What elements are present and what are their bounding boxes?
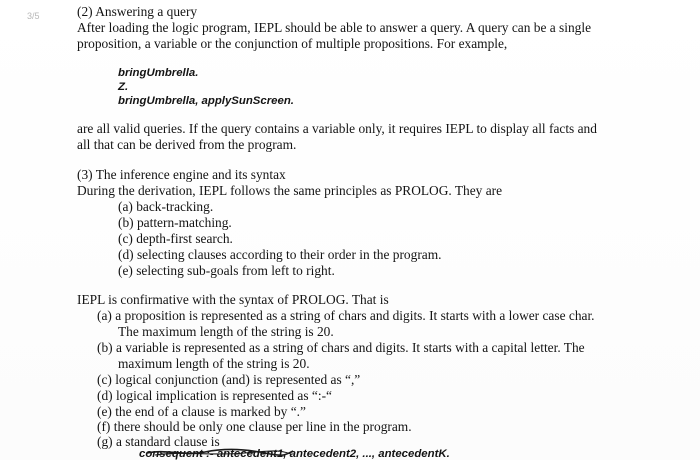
query-example-2: Z. [118,81,129,93]
syntax-item-g: (g) a standard clause is [97,434,220,449]
principle-item-a: (a) back-tracking. [118,199,214,214]
section-3-intro: During the derivation, IEPL follows the same principles as PROLOG. They are [77,183,503,198]
section-2-paragraph-2-line-1: are all valid queries. If the query contains a variable only, it requires IEPL to display all facts and [77,121,597,136]
syntax-item-a-line-2: The maximum length of the string is 20. [118,324,334,339]
syntax-item-b-line-2: maximum length of the string is 20. [118,356,310,371]
section-2-paragraph-2-line-2: all that can be derived from the program. [77,137,297,152]
syntax-item-a-line-1: (a) a proposition is represented as a string of chars and digits. It starts with a lower case char. [97,308,595,323]
query-example-3: bringUmbrella, applySunScreen. [118,95,294,107]
query-example-1: bringUmbrella. [118,67,199,79]
principle-item-c: (c) depth-first search. [118,231,233,246]
section-2-paragraph-1-line-1: After loading the logic program, IEPL should be able to answer a query. A query can be a single [77,20,592,35]
syntax-item-b-line-1: (b) a variable is represented as a string of chars and digits. It starts with a capital letter. The [97,340,585,355]
syntax-item-c: (c) logical conjunction (and) is represented as “,” [97,372,361,387]
syntax-item-f: (f) there should be only one clause per line in the program. [97,419,412,434]
syntax-item-d: (d) logical implication is represented as “:-“ [97,388,332,403]
clause-format: consequent :- antecedent1, antecedent2, ..., antecedentK. [139,448,450,460]
principle-item-b: (b) pattern-matching. [118,215,232,230]
section-2-paragraph-1-line-2: proposition, a variable or the conjunction of multiple propositions. For example, [77,36,508,51]
syntax-intro: IEPL is confirmative with the syntax of PROLOG. That is [77,292,389,307]
page-number: 3/5 [27,11,40,21]
section-2-heading: (2) Answering a query [77,4,198,19]
section-3-heading: (3) The inference engine and its syntax [77,167,286,182]
handwritten-scribble-mark [145,447,295,457]
syntax-item-e: (e) the end of a clause is marked by “.” [97,404,306,419]
principle-item-d: (d) selecting clauses according to their order in the program. [118,247,442,262]
principle-item-e: (e) selecting sub-goals from left to right. [118,263,335,278]
